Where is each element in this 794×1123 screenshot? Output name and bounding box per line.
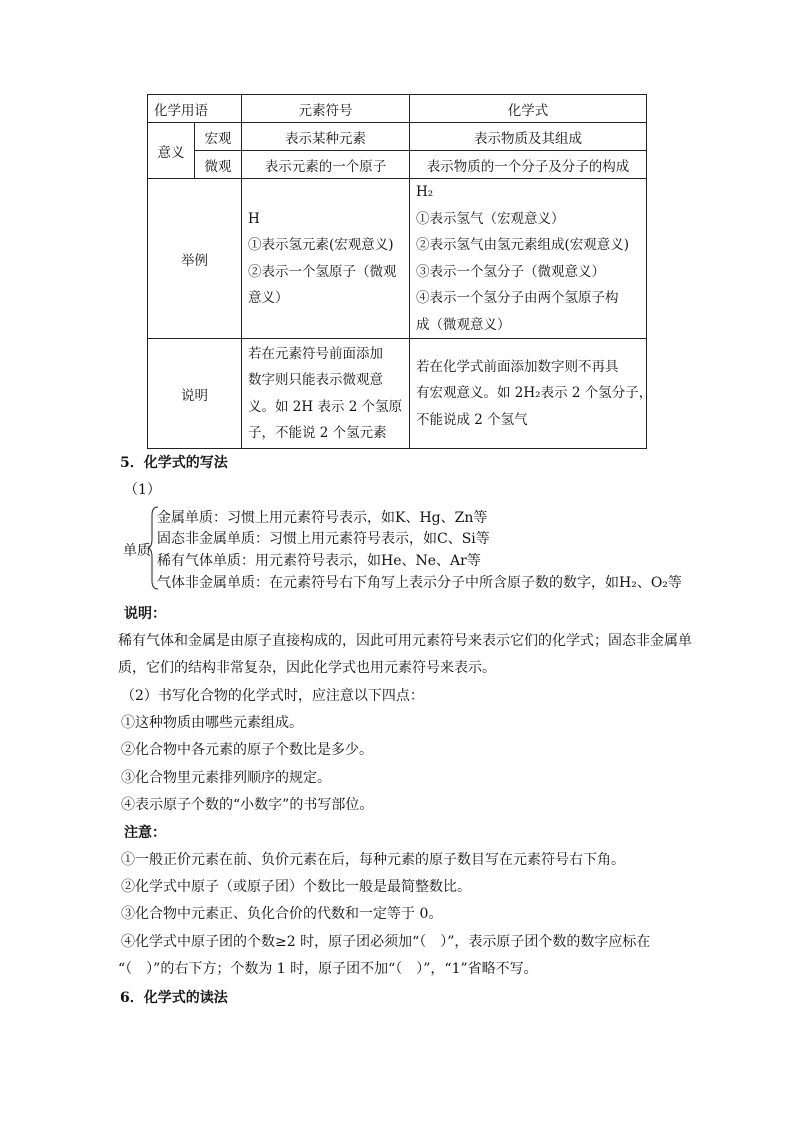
point-item: ③化合物里元素排列顺序的规定。: [121, 770, 331, 786]
header-symbol: 元素符号: [242, 95, 410, 123]
single-substance-label: 单质: [123, 543, 151, 559]
brace-item: 气体非金属单质：在元素符号右下角写上表示分子中所含原子数的数字，如H₂、O₂等: [157, 575, 682, 591]
section5-sub2: （2）书写化合物的化学式时，应注意以下四点：: [121, 688, 424, 704]
header-term: 化学用语: [148, 95, 242, 123]
comparison-table: [147, 94, 653, 449]
explain-line: 稀有气体和金属是由原子直接构成的，因此可用元素符号来表示它们的化学式；固态非金属单: [118, 633, 692, 649]
macro-symbol: 表示某种元素: [242, 123, 410, 151]
note-label: 说明: [148, 339, 242, 449]
micro-label: 微观: [195, 151, 242, 179]
explain-title: 说明：: [124, 606, 166, 622]
example-formula-line: 成（微观意义）: [416, 316, 511, 333]
example-symbol-line: ②表示一个氢原子（微观: [248, 263, 397, 280]
example-symbol-cell: [242, 179, 410, 339]
note-symbol-line: 子，不能说 2 个氢元素: [248, 425, 387, 441]
point-item: ②化合物中各元素的原子个数比是多少。: [121, 742, 373, 758]
example-formula-line: ④表示一个氢分子由两个氢原子构: [416, 290, 619, 306]
example-label: 举例: [148, 179, 242, 339]
example-formula-line: ①表示氢气（宏观意义）: [416, 210, 565, 227]
example-formula-line: ③表示一个氢分子（微观意义）: [416, 263, 605, 280]
attention-title: 注意：: [124, 825, 166, 841]
section6-title: 6．化学式的读法: [120, 990, 228, 1006]
note-formula-cell: [410, 339, 653, 449]
macro-formula: 表示物质及其组成: [410, 123, 647, 151]
micro-symbol: 表示元素的一个原子: [242, 151, 410, 179]
brace-item: 固态非金属单质：习惯上用元素符号表示，如C、Si等: [157, 531, 490, 547]
point-item: ④表示原子个数的“小数字”的书写部位。: [121, 797, 374, 813]
section5-title: 5．化学式的写法: [120, 455, 228, 471]
point-item: ①这种物质由哪些元素组成。: [121, 715, 303, 731]
explain-line: 质，它们的结构非常复杂，因此化学式也用元素符号来表示。: [118, 660, 496, 676]
note-symbol-line: 数字则只能表示微观意: [248, 372, 383, 388]
attention-item: ④化学式中原子团的个数≥2 时，原子团必须加“（ ）”，表示原子团个数的数字应标在: [121, 934, 651, 950]
note-formula-line: 有宏观意义。如 2H₂表示 2 个氢分子，: [416, 385, 653, 402]
example-symbol-line: ①表示氢元素(宏观意义): [248, 237, 394, 253]
brace-item: 稀有气体单质：用元素符号表示，如He、Ne、Ar等: [157, 553, 481, 569]
attention-item: ③化合物中元素正、负化合价的代数和一定等于 0。: [121, 906, 443, 922]
note-formula-line: 若在化学式前面添加数字则不再具: [416, 358, 619, 375]
note-symbol-line: 义。如 2H 表示 2 个氢原: [248, 398, 403, 415]
note-symbol-cell: [242, 339, 410, 449]
meaning-label: 意义: [148, 123, 195, 179]
attention-item: ②化学式中原子（或原子团）个数比一般是最简整数比。: [121, 879, 471, 895]
note-formula-line: 不能说成 2 个氢气: [416, 411, 528, 428]
micro-formula: 表示物质的一个分子及分子的构成: [410, 151, 647, 179]
example-formula-cell: [410, 179, 647, 339]
example-symbol-line: 意义）: [248, 290, 289, 306]
attention-item: “（ ）”的右下方；个数为 1 时，原子团不加“（ ）”，“1”省略不写。: [118, 961, 538, 977]
brace-item: 金属单质：习惯上用元素符号表示，如K、Hg、Zn等: [157, 510, 488, 526]
example-formula-line: H₂: [416, 184, 434, 200]
example-symbol-line: H: [248, 210, 260, 227]
header-formula: 化学式: [410, 95, 647, 123]
example-formula-line: ②表示氢气由氢元素组成(宏观意义): [416, 237, 630, 253]
note-symbol-line: 若在元素符号前面添加: [248, 345, 383, 362]
section5-sub1: （1）: [124, 482, 161, 498]
macro-label: 宏观: [195, 123, 242, 151]
attention-item: ①一般正价元素在前、负价元素在后，每种元素的原子数目写在元素符号右下角。: [121, 852, 625, 868]
